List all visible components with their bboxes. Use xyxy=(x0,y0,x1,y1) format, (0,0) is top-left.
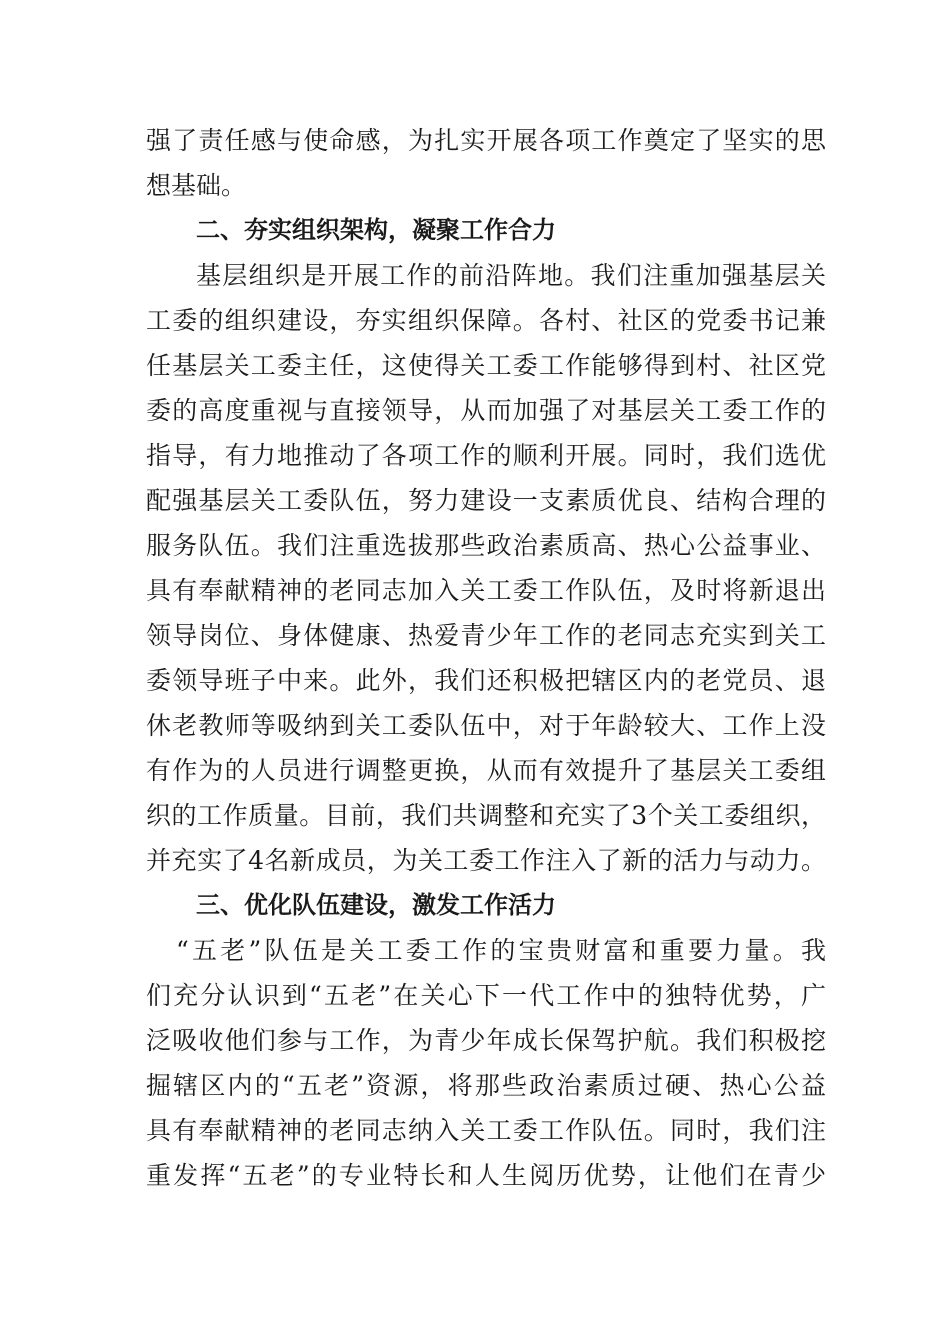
text-line: 并充实了4名新成员，为关工委工作注入了新的活力与动力。 xyxy=(146,846,826,875)
text-line: 指导，有力地推动了各项工作的顺利开展。同时，我们选优 xyxy=(146,441,826,470)
text-line: 工委的组织建设，夯实组织保障。各村、社区的党委书记兼 xyxy=(146,306,826,335)
text-line: 基层组织是开展工作的前沿阵地。我们注重加强基层关 xyxy=(196,261,826,290)
text-line: 强了责任感与使命感，为扎实开展各项工作奠定了坚实的思 xyxy=(146,126,826,155)
section-heading: 二、夯实组织架构，凝聚工作合力 xyxy=(196,216,556,244)
text-line: “五老”队伍是关工委工作的宝贵财富和重要力量。我 xyxy=(176,936,826,965)
text-line: 掘辖区内的“五老”资源，将那些政治素质过硬、热心公益 xyxy=(146,1071,826,1100)
text-line: 们充分认识到“五老”在关心下一代工作中的独特优势，广 xyxy=(146,981,826,1010)
text-line: 服务队伍。我们注重选拔那些政治素质高、热心公益事业、 xyxy=(146,531,826,560)
text-line: 领导岗位、身体健康、热爱青少年工作的老同志充实到关工 xyxy=(146,621,826,650)
text-line: 具有奉献精神的老同志加入关工委工作队伍，及时将新退出 xyxy=(146,576,826,605)
text-line: 想基础。 xyxy=(146,171,247,200)
text-line: 织的工作质量。目前，我们共调整和充实了3个关工委组织， xyxy=(146,801,826,830)
section-heading: 三、优化队伍建设，激发工作活力 xyxy=(196,891,556,919)
text-line: 重发挥“五老”的专业特长和人生阅历优势，让他们在青少 xyxy=(146,1161,826,1190)
text-line: 配强基层关工委队伍，努力建设一支素质优良、结构合理的 xyxy=(146,486,826,515)
text-line: 任基层关工委主任，这使得关工委工作能够得到村、社区党 xyxy=(146,351,826,380)
text-line: 委领导班子中来。此外，我们还积极把辖区内的老党员、退 xyxy=(146,666,826,695)
text-line: 具有奉献精神的老同志纳入关工委工作队伍。同时，我们注 xyxy=(146,1116,826,1145)
text-line: 有作为的人员进行调整更换，从而有效提升了基层关工委组 xyxy=(146,756,826,785)
text-line: 休老教师等吸纳到关工委队伍中，对于年龄较大、工作上没 xyxy=(146,711,826,740)
text-line: 委的高度重视与直接领导，从而加强了对基层关工委工作的 xyxy=(146,396,826,425)
text-line: 泛吸收他们参与工作，为青少年成长保驾护航。我们积极挖 xyxy=(146,1026,826,1055)
